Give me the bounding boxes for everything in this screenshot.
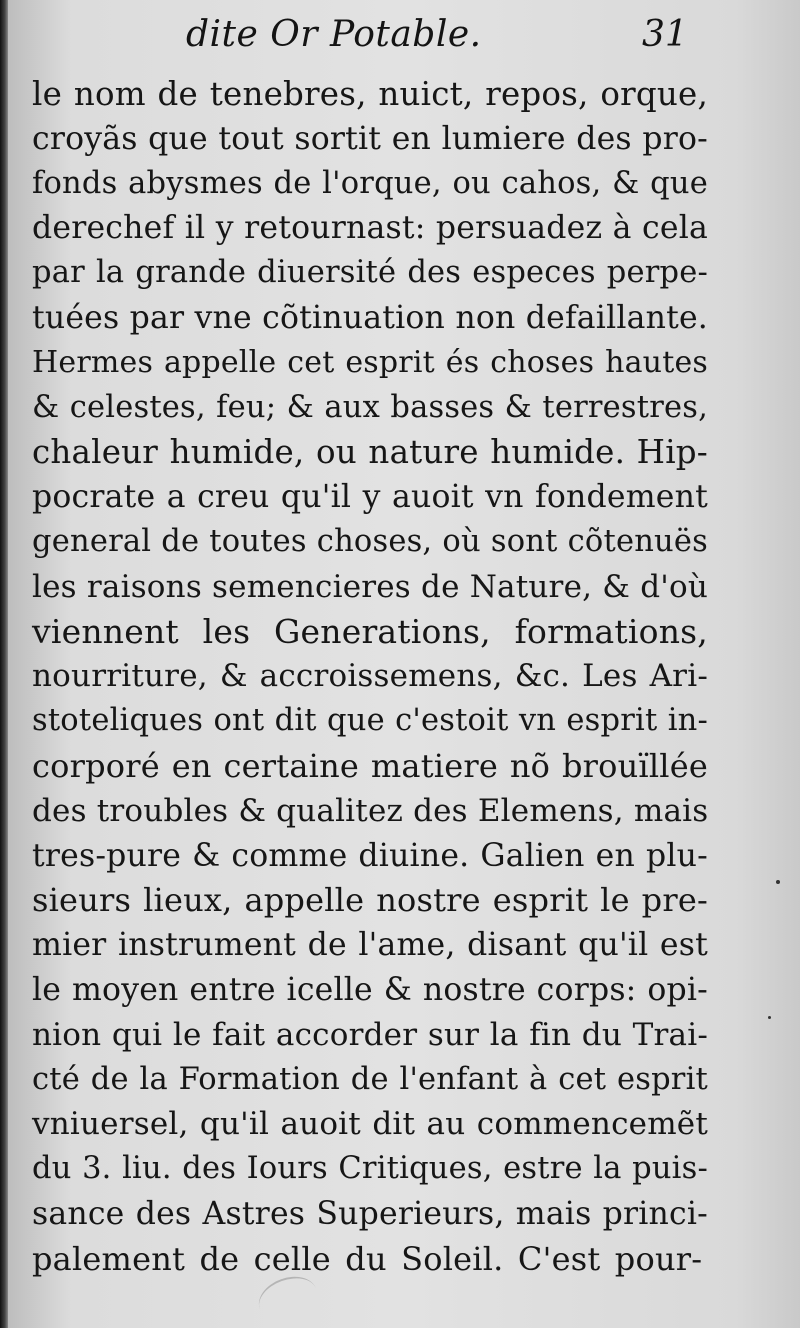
text-line: tuées par vne cõtinuation non defaillante. [32,299,708,336]
text-line: sance des Astres Superieurs, mais princi- [32,1195,708,1232]
book-page [8,0,800,1328]
text-line: stoteliques ont dit que c'estoit vn esprit in- [32,703,708,739]
text-line: le moyen entre icelle & nostre corps: opi- [32,971,708,1008]
text-line: le nom de tenebres, nuict, repos, orque, [32,75,708,113]
text-line: les raisons semencieres de Nature, & d'où [32,568,708,605]
running-head [8,14,800,64]
binding-shadow [0,0,8,1328]
text-line: nourriture, & accroissemens, &c. Les Ari- [32,658,708,695]
text-line: nion qui le fait accorder sur la fin du Trai- [32,1016,708,1053]
text-line: des troubles & qualitez des Elemens, mais [32,792,709,829]
text-line: tres-pure & comme diuine. Galien en plu- [32,837,708,874]
ink-speck [776,880,780,884]
text-line: Hermes appelle cet esprit és choses hautes [32,344,708,380]
running-head-title: dite Or Potable. [186,14,482,55]
text-line: general de toutes choses, où sont cõtenuës [32,523,708,559]
ink-speck [768,1016,771,1019]
text-line: vniuersel, qu'il auoit dit au commencemẽt [32,1106,708,1143]
text-line: chaleur humide, ou nature humide. Hip- [32,433,708,472]
text-line: derechef il y retournast: persuadez à cela [32,210,708,247]
text-line: sieurs lieux, appelle nostre esprit le pre- [32,881,708,920]
text-line: fonds abysmes de l'orque, ou cahos, & que [32,165,708,201]
text-line: croyãs que tout sortit en lumiere des pro- [32,120,708,157]
text-line: du 3. liu. des Iours Critiques, estre la puis- [32,1151,708,1187]
text-line: mier instrument de l'ame, disant qu'il est [32,927,708,964]
page-number: 31 [642,14,688,55]
body-text [32,72,708,1282]
text-line: cté de la Formation de l'enfant à cet esprit [32,1061,708,1097]
text-line: & celestes, feu; & aux basses & terrestres, [32,389,708,425]
text-line: corporé en certaine matiere nõ brouïllée [32,746,708,785]
text-line: pocrate a creu qu'il y auoit vn fondement [32,479,708,516]
text-line: par la grande diuersité des especes perpe- [32,255,708,291]
text-line: viennent les Generations, formations, [32,611,708,651]
text-line-last: palement de celle du Soleil. C'est pour- [32,1239,703,1278]
